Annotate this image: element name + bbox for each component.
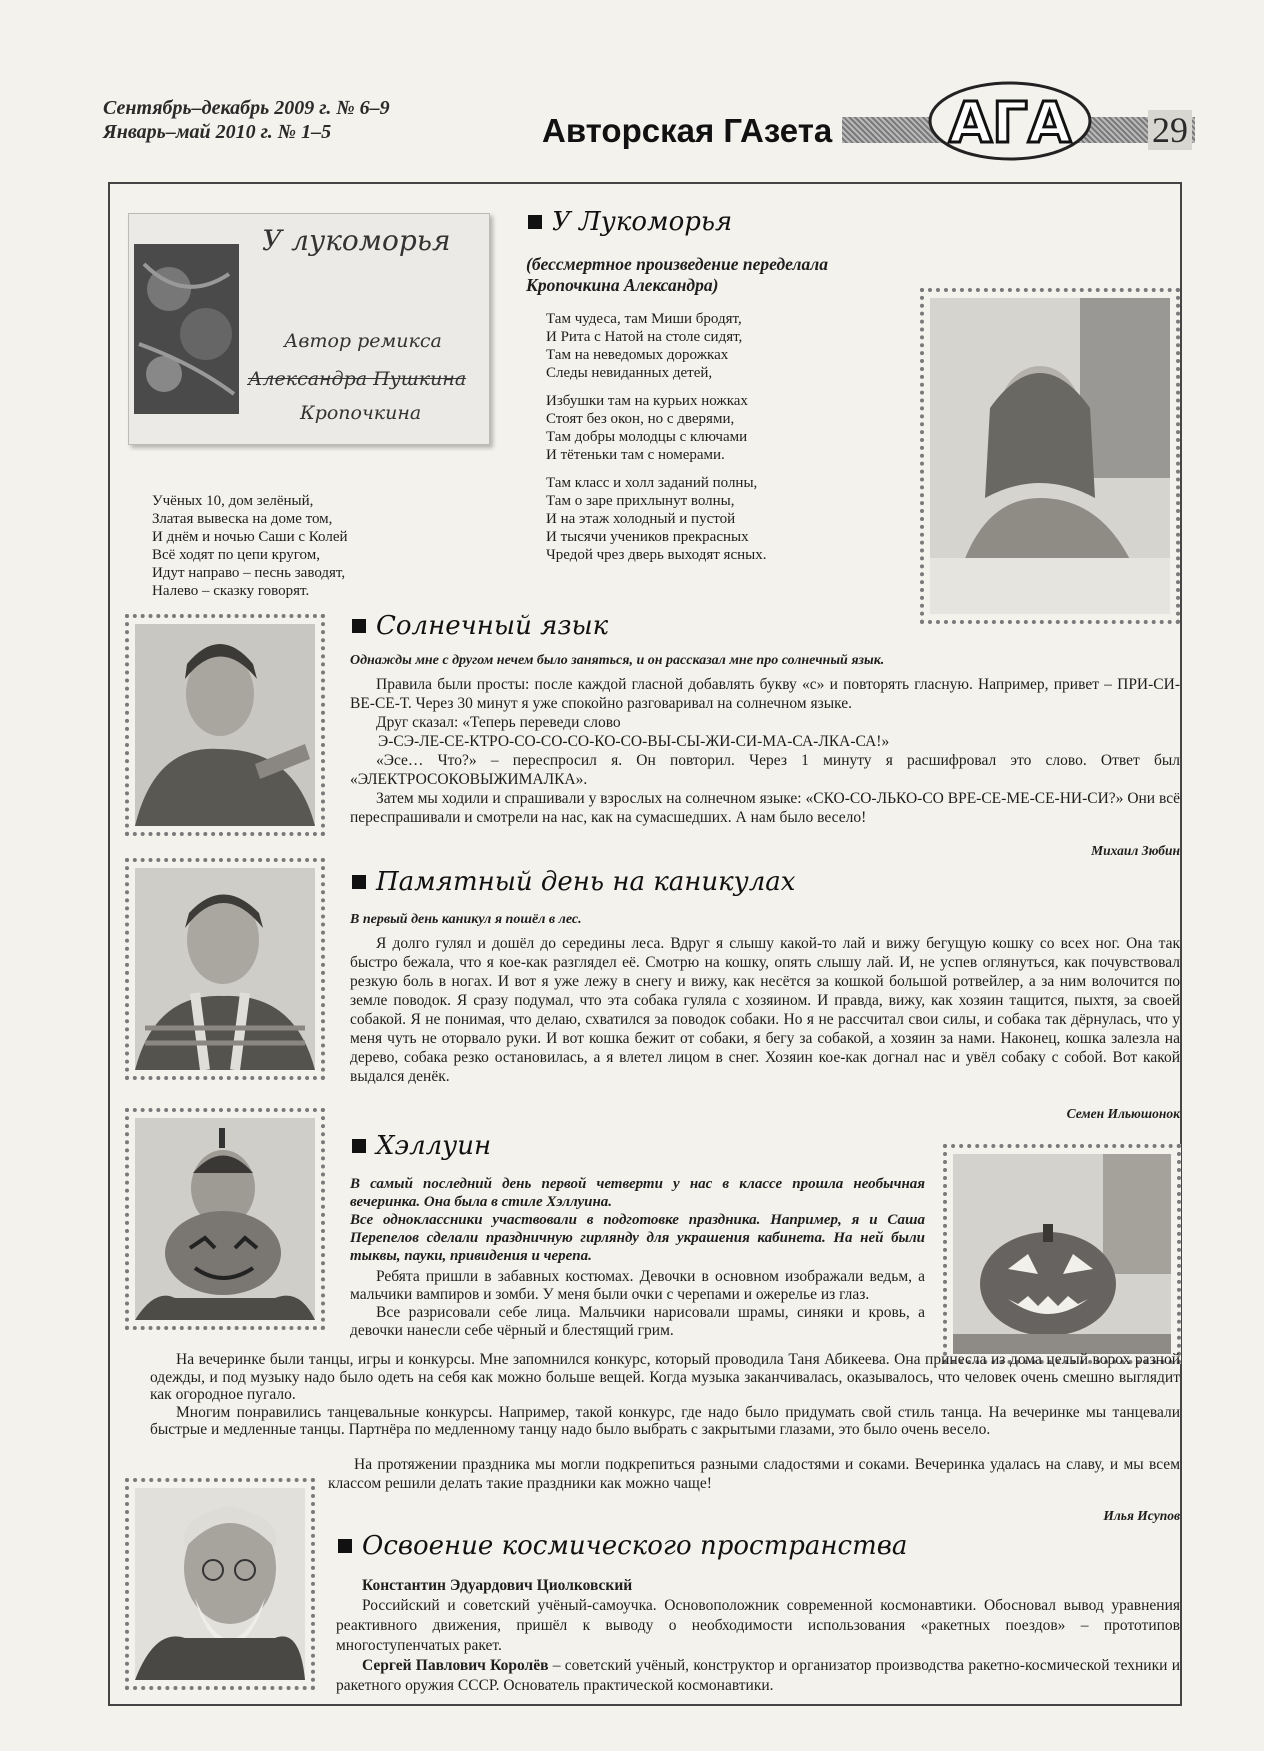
lead-paragraph: В самый последний день первой четверти у нас в классе прошла необычная вечеринка. Она была в стиле Хэллуина. [350,1176,925,1210]
paragraph: На вечеринке были танцы, игры и конкурсы. Мне запомнился конкурс, который проводила Таня Абикеева. Она принесла из дома целый ворох разной одежды, и под музыку надо было одеть на себя как можно больше вещей. Когда музыка заканчивалась, оказывалось, что человек очень смешно выглядит как огородное пугало. [150,1351,1180,1403]
poem-line: Избушки там на курьих ножках [546,393,748,409]
paragraph: «Эсе… Что?» – переспросил я. Он повторил. Через 1 минуту я расшифровал это слово. Ответ был «ЭЛЕКТРОСОКОВЫЖИМАЛКА». [350,752,1180,788]
poem-line: Златая вывеска на доме том, [152,511,333,527]
poem-line: И Рита с Натой на столе сидят, [546,329,743,345]
poem-line: Следы невиданных детей, [546,365,713,381]
poem-line: И тётеньки там с номерами. [546,447,725,463]
section-title-lukomorye [528,207,732,237]
section-title-text: У Лукоморья [552,207,733,237]
solar-body [350,675,1180,827]
vacation-body [350,934,1180,1086]
photo-ilya [125,1108,325,1330]
section-title-text: Хэллуин [376,1131,492,1161]
card-author-label: Автор ремикса [284,330,442,352]
paragraph-rest: – советский учёный, конструктор и организатор производства ракетно-космической техники и ракетного оружия СССР. Основатель практической космонавтики. [336,1657,1180,1694]
poem-line: И тысячи учеников прекрасных [546,529,749,545]
poem-line: Чредой чрез дверь выходят ясных. [546,547,767,563]
square-bullet-icon [528,215,542,229]
book-cover-image [134,244,239,414]
scientist-name: Сергей Павлович Королёв [362,1657,549,1674]
poem-line: Там добры молодцы с ключами [546,429,748,445]
vacation-lead: В первый день каникул я пошёл в лес. [350,912,582,927]
subtitle-line-2: Кропочкина Александра) [526,275,719,295]
name-line [336,1576,1180,1596]
stanza-1 [546,310,906,382]
issue-date-line-2: Январь–май 2010 г. № 1–5 [103,121,332,143]
photo-semen [125,858,325,1080]
right-stanzas [546,310,906,564]
stanza-2 [546,392,906,464]
solar-lead: Однажды мне с другом нечем было заняться, и он рассказал мне про солнечный язык. [350,653,885,668]
subtitle-line-1: (бессмертное произведение переделала [526,254,828,274]
paragraph: На протяжении праздника мы могли подкрепиться разными сладостями и соками. Вечеринка удалась на славу, и мы всем классом решили делать такие праздники как можно чаще! [328,1456,1180,1492]
card-author-name: Кропочкина [300,402,422,424]
newspaper-title: Авторская ГАзета [538,112,842,150]
halloween-body-1 [350,1268,925,1340]
paragraph: Российский и советский учёный-самоучка. Основоположник современной космонавтики. Обосновал вывод уравнения реактивного движения, пришёл к выводу о необходимости использования «ракетных поездов» – прототипов многоступенчатых ракет. [336,1597,1180,1654]
paragraph: Друг сказал: «Теперь переведи слово [376,714,621,731]
page-number: 29 [1148,110,1192,150]
paragraph: Ребята пришли в забавных костюмах. Девочки в основном изображали ведьм, а мальчики вампиров и зомби. У меня были очки с черепами и ожерелье из глаз. [350,1268,925,1303]
poem-line: И на этаж холодный и пустой [546,511,736,527]
logo-text: АГА [948,91,1072,156]
issue-dates [103,96,390,144]
photo-mikhail [125,614,325,836]
photo-girl [920,288,1180,624]
poem-line: Стоят без окон, но с дверями, [546,411,735,427]
section-title-text: Солнечный язык [376,611,609,641]
aga-logo [928,80,1092,162]
card-title: У лукоморья [262,224,451,257]
photo-pumpkin [943,1144,1181,1364]
paragraph [336,1656,1180,1696]
poem-line: Учёных 10, дом зелёный, [152,493,314,509]
poem-line: Там класс и холл заданий полны, [546,475,758,491]
section-title-text: Освоение космического пространства [362,1531,908,1561]
halloween-body-3 [328,1455,1180,1493]
lukomorye-subtitle [526,254,828,296]
section-title-space [338,1531,907,1561]
scientist-name: Константин Эдуардович Циолковский [362,1577,633,1594]
section-title-solar [352,611,608,641]
lead-paragraph: Все одноклассники участвовали в подготовке праздника. Например, я и Саша Перепелов сделали праздничную гирлянду для украшения кабинета. На ней были тыквы, пауки, привидения и черепа. [350,1212,925,1264]
section-title-text: Памятный день на каникулах [376,867,796,897]
square-bullet-icon [352,619,366,633]
paragraph: Я долго гулял и дошёл до середины леса. Вдруг я слышу какой-то лай и вижу бегущую кошку со всех ног. Она так быстро бежала, что я кое-как разглядел её. Смотрю на кошку, опять слышу лай. И, не успев оглянуться, как почувствовал резкую боль в ногах. И вот я уже лежу в снегу и вижу, как несётся за кошкой большой ротвейлер, а за ним волочится по земле поводок. Я сразу подумал, что эта собака гуляла с хозяином. И правда, вижу, как хозяин тащится, пыхтя, за своей собакой. Я не понимая, что делаю, схватился за поводок собаки. Но я не рассчитал свои силы, и собака так дёрнулась, что у меня чуть не оторвало руки. И вот кошка бежит от собаки, я бегу за собакой, а хозяин за нами. Наконец, кошка залезла на дерево, собака резко остановилась, а я влетел лицом в снег. Хозяин кое-как догнал нас и увёл собаку с собой. Вот какой выдался денёк. [350,935,1180,1085]
section-title-halloween [352,1131,491,1161]
card-author-crossed: Александра Пушкина [248,368,467,390]
issue-date-line-1: Сентябрь–декабрь 2009 г. № 6–9 [103,97,390,119]
section-title-vacation [352,867,795,897]
paragraph: Многим понравились танцевальные конкурсы. Например, такой конкурс, где надо было придумать свой стиль танца. На вечеринке мы танцевали быстрые и медленные танцы. Партнёра по медленному танцу надо было выбрать с закрытыми глазами, это было очень весело. [150,1403,1180,1438]
paragraph: Затем мы ходили и спрашивали у взрослых на солнечном языке: «СКО-СО-ЛЬКО-СО ВРЕ-СЕ-МЕ-СЕ-НИ-СИ?» Они всё переспрашивали и смотрели на нас, как на сумасшедших. А нам было весело! [350,790,1180,826]
left-stanza [152,492,452,600]
author-halloween: Илья Исупов [1103,1508,1180,1523]
square-bullet-icon [338,1539,352,1553]
poem-line: Идут направо – песнь заводят, [152,565,346,581]
poem-line: Налево – сказку говорят. [152,583,310,599]
square-bullet-icon [352,1139,366,1153]
poem-line: И днём и ночью Саши с Колей [152,529,348,545]
paragraph: Правила были просты: после каждой гласной добавлять букву «с» и повторять гласную. Например, привет – ПРИ-СИ-ВЕ-СЕ-Т. Через 30 минут я уже спокойно разговаривал на солнечном языке. [350,676,1180,712]
poem-line: Всё ходят по цепи кругом, [152,547,320,563]
square-bullet-icon [352,875,366,889]
paragraph: Все разрисовали себе лица. Мальчики нарисовали шрамы, синяки и кровь, а девочки нанесли себе чёрный и блестящий грим. [350,1304,925,1339]
stanza-3 [546,474,906,564]
author-vacation: Семен Ильюшонок [1066,1106,1180,1121]
space-body [336,1576,1180,1696]
photo-tsiolkovsky [125,1478,315,1690]
author-solar: Михаил Зюбин [1091,843,1180,858]
halloween-lead [350,1175,925,1265]
poem-line: Там о заре прихлынут волны, [546,493,735,509]
paragraph: Э-СЭ-ЛЕ-СЕ-КТРО-СО-СО-СО-КО-СО-ВЫ-СЫ-ЖИ-СИ-МА-СА-ЛКА-СА!» [378,733,890,750]
poem-line: Там чудеса, там Миши бродят, [546,311,742,327]
poem-line: Там на неведомых дорожках [546,347,729,363]
halloween-body-2 [150,1351,1180,1439]
